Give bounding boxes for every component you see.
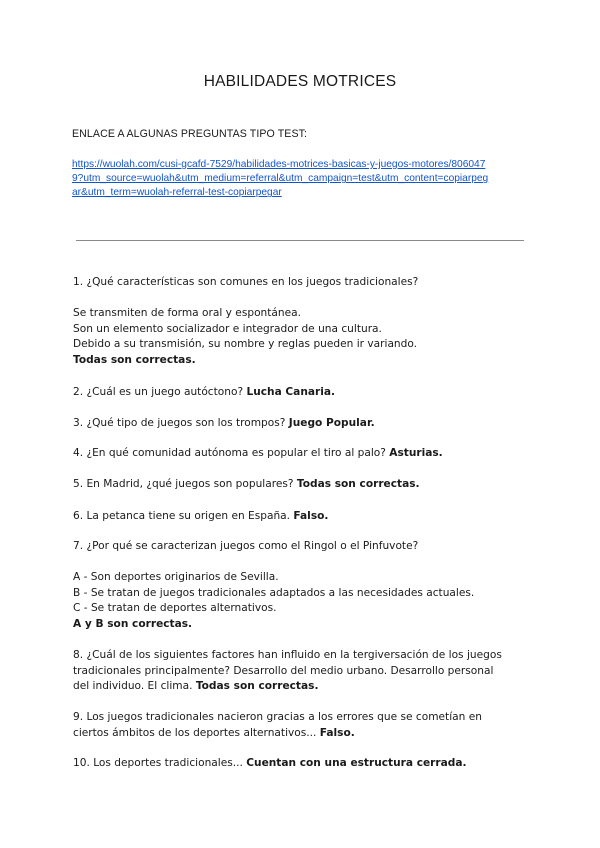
page-title: HABILIDADES MOTRICES bbox=[203, 73, 397, 90]
option-text: C - Se tratan de deportes alternativos. bbox=[73, 602, 277, 615]
question-text: 9. Los juegos tradicionales nacieron gracias a los errores que se cometían en bbox=[73, 711, 482, 723]
question-text: 1. ¿Qué características son comunes en los juegos tradicionales? bbox=[73, 276, 419, 288]
question-3 bbox=[73, 416, 533, 432]
answer-text: Cuentan con una estructura cerrada. bbox=[246, 757, 467, 769]
answer-text: Falso. bbox=[319, 726, 355, 739]
question-text: del individuo. El clima. bbox=[73, 680, 196, 693]
test-link[interactable] bbox=[72, 158, 532, 201]
question-text: 10. Los deportes tradicionales... bbox=[73, 757, 247, 769]
question-text: 2. ¿Cuál es un juego autóctono? bbox=[73, 386, 247, 398]
question-6 bbox=[73, 509, 533, 525]
answer-text: Todas son correctas. bbox=[296, 478, 420, 490]
question-9 bbox=[73, 710, 533, 741]
question-text: tradicionales principalmente? Desarrollo del medio urbano. Desarrollo personal bbox=[73, 664, 494, 677]
question-8 bbox=[73, 648, 533, 695]
answer-text: Todas son correctas. bbox=[195, 680, 319, 693]
answer-text: Todas son correctas. bbox=[73, 353, 196, 366]
question-text: 4. ¿En qué comunidad autónoma es popular el tiro al palo? bbox=[73, 447, 390, 459]
answer-text: Falso. bbox=[293, 510, 329, 522]
divider bbox=[76, 240, 524, 241]
question-1 bbox=[73, 275, 533, 291]
answer-text: Asturias. bbox=[389, 447, 443, 459]
question-4 bbox=[73, 446, 533, 462]
url-line[interactable]: https://wuolah.com/cusi-gcafd-7529/habilidades-motrices-basicas-y-juegos-motores/806047 bbox=[72, 159, 486, 170]
question-5 bbox=[73, 477, 533, 493]
question-text: 7. ¿Por qué se caracterizan juegos como el Ringol o el Pinfuvote? bbox=[73, 540, 419, 552]
question-10 bbox=[73, 756, 533, 772]
answer-text: Juego Popular. bbox=[288, 417, 375, 429]
answer-text: A y B son correctas. bbox=[73, 617, 193, 630]
option-text: A - Son deportes originarios de Sevilla. bbox=[73, 571, 279, 583]
link-heading: ENLACE A ALGUNAS PREGUNTAS TIPO TEST: bbox=[72, 128, 308, 140]
question-text: 8. ¿Cuál de los siguientes factores han influido en la tergiversación de los juegos bbox=[73, 649, 502, 661]
question-7-options bbox=[73, 570, 533, 632]
question-text: 5. En Madrid, ¿qué juegos son populares? bbox=[73, 478, 297, 490]
question-text: 3. ¿Qué tipo de juegos son los trompos? bbox=[73, 417, 289, 429]
option-text: Son un elemento socializador e integrador de una cultura. bbox=[73, 322, 382, 335]
option-text: Debido a su transmisión, su nombre y reglas pueden ir variando. bbox=[73, 338, 418, 351]
question-1-options bbox=[73, 306, 533, 368]
answer-text: Lucha Canaria. bbox=[246, 386, 336, 398]
url-line[interactable]: 9?utm_source=wuolah&utm_medium=referral&utm_campaign=test&utm_content=copiarpeg bbox=[72, 173, 489, 185]
url-line[interactable]: ar&utm_term=wuolah-referral-test-copiarpegar bbox=[72, 187, 282, 199]
question-text: 6. La petanca tiene su origen en España. bbox=[73, 510, 294, 522]
option-text: B - Se tratan de juegos tradicionales adaptados a las necesidades actuales. bbox=[73, 586, 475, 599]
option-text: Se transmiten de forma oral y espontánea. bbox=[73, 307, 301, 319]
question-text: ciertos ámbitos de los deportes alternativos... bbox=[73, 726, 320, 739]
question-7 bbox=[73, 539, 533, 555]
question-2 bbox=[73, 385, 533, 401]
